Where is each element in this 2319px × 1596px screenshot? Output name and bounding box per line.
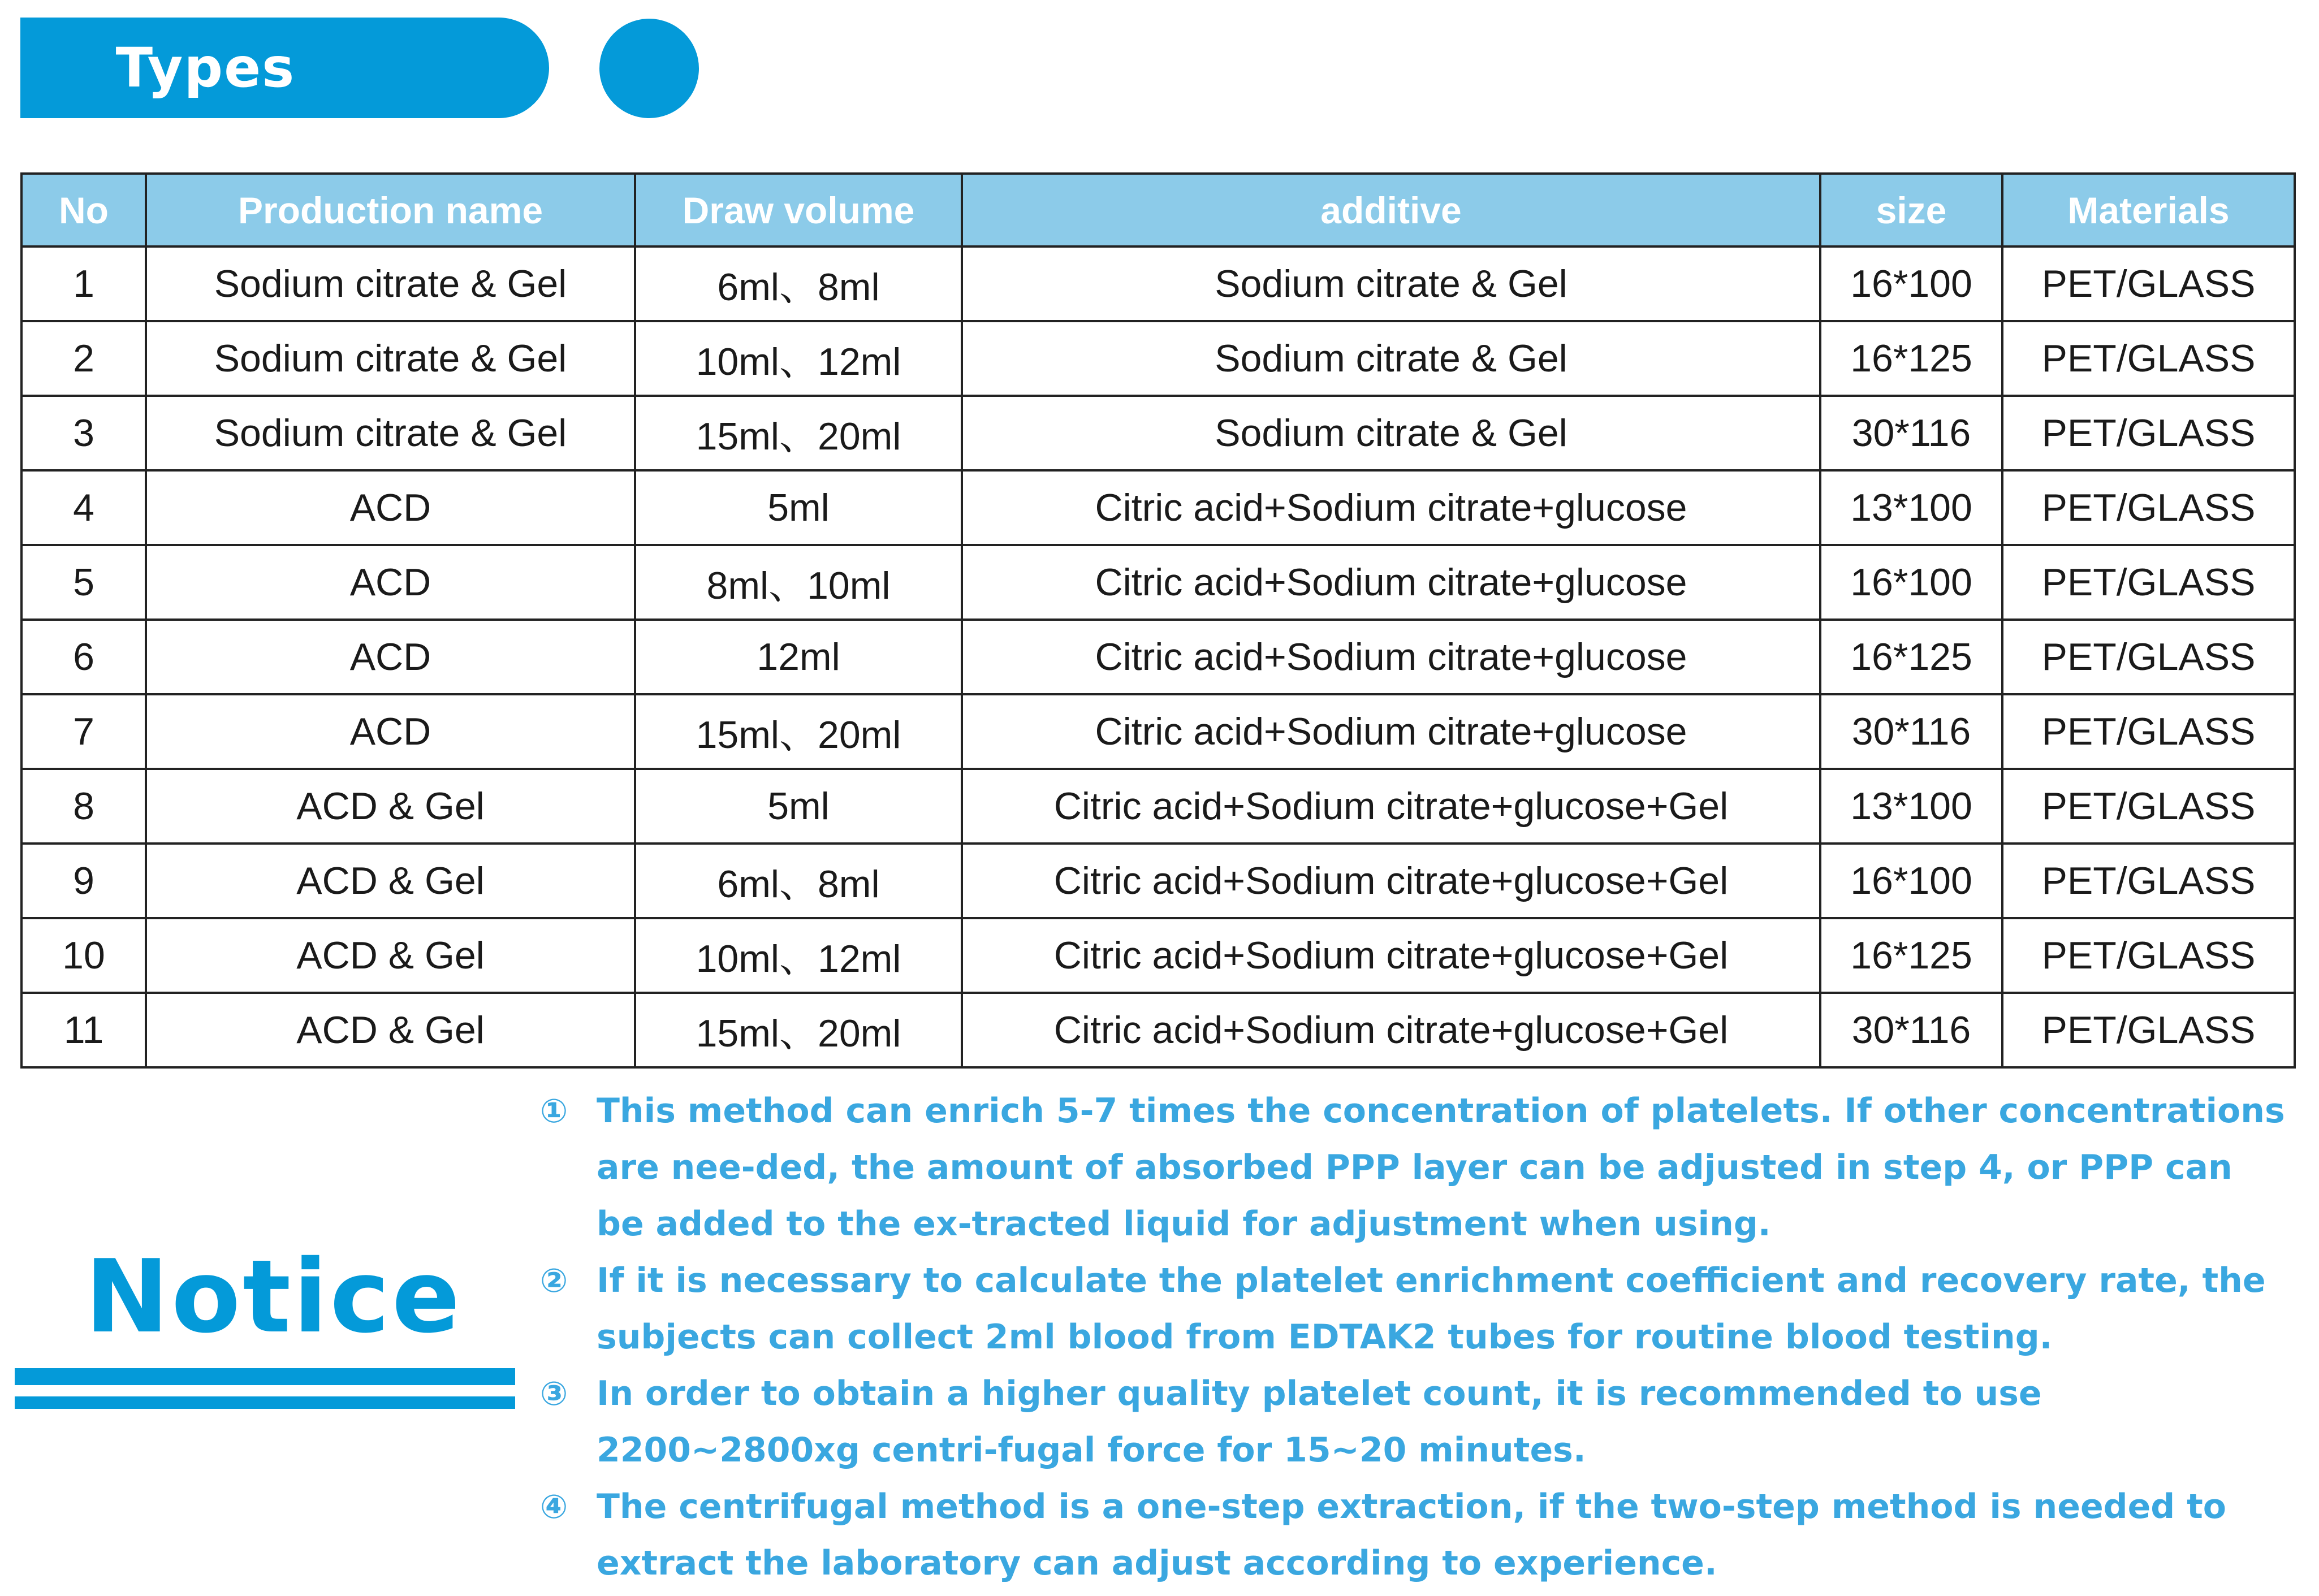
table-cell: ACD [146, 620, 635, 694]
notice-item-text: If it is necessary to calculate the platelet enrichment coefficient and recovery rate, the subjects can collect 2ml blood from EDTAK2 tubes for routine blood testing. [597, 1261, 2266, 1357]
types-table [20, 172, 2296, 1069]
notice-item [540, 1478, 2287, 1591]
decorative-circle [599, 19, 699, 118]
table-cell: 30*116 [1820, 694, 2002, 769]
table-cell: Sodium citrate & Gel [146, 321, 635, 396]
table-cell: 16*125 [1820, 321, 2002, 396]
table-cell: Citric acid+Sodium citrate+glucose [962, 694, 1820, 769]
table-cell: PET/GLASS [2002, 769, 2295, 844]
table-cell: 8ml、10ml [635, 545, 962, 620]
table-cell: 10 [21, 918, 146, 993]
table-cell: PET/GLASS [2002, 545, 2295, 620]
table-cell: 8 [21, 769, 146, 844]
table-cell: 13*100 [1820, 470, 2002, 545]
table-cell: Sodium citrate & Gel [962, 321, 1820, 396]
table-cell: 16*100 [1820, 545, 2002, 620]
notice-item-text: In order to obtain a higher quality platelet count, it is recommended to use 2200~2800xg centri-fugal force for 15~20 minutes. [597, 1374, 2042, 1470]
table-cell: 30*116 [1820, 396, 2002, 470]
table-cell: Citric acid+Sodium citrate+glucose+Gel [962, 918, 1820, 993]
section-title: Types [115, 36, 296, 100]
table-cell: PET/GLASS [2002, 321, 2295, 396]
table-row [21, 321, 2295, 396]
table-row [21, 470, 2295, 545]
table-row [21, 844, 2295, 918]
table-cell: PET/GLASS [2002, 396, 2295, 470]
table-cell: PET/GLASS [2002, 620, 2295, 694]
table-cell: 16*125 [1820, 620, 2002, 694]
table-cell: 7 [21, 694, 146, 769]
table-cell: ACD & Gel [146, 918, 635, 993]
table-cell: ACD & Gel [146, 844, 635, 918]
notice-list [540, 1083, 2287, 1591]
table-cell: 15ml、20ml [635, 993, 962, 1067]
table-body [21, 246, 2295, 1067]
column-header: Materials [2002, 174, 2295, 246]
table-cell: 10ml、12ml [635, 321, 962, 396]
table-cell: 13*100 [1820, 769, 2002, 844]
table-cell: Citric acid+Sodium citrate+glucose+Gel [962, 769, 1820, 844]
table-row [21, 246, 2295, 321]
table-row [21, 396, 2295, 470]
table-cell: Citric acid+Sodium citrate+glucose [962, 470, 1820, 545]
table-row [21, 993, 2295, 1067]
notice-item-text: This method can enrich 5-7 times the concentration of platelets. If other concentrations are nee-ded, the amount of absorbed PPP layer can be adjusted in step 4, or PPP can be added to the ex-tracted liquid for adjustment when using. [597, 1091, 2285, 1244]
table-cell: ACD & Gel [146, 993, 635, 1067]
table-cell: PET/GLASS [2002, 993, 2295, 1067]
table-cell: 2 [21, 321, 146, 396]
notice-item [540, 1083, 2287, 1252]
table-cell: 11 [21, 993, 146, 1067]
column-header: additive [962, 174, 1820, 246]
table-cell: 3 [21, 396, 146, 470]
section-title-pill [20, 18, 549, 118]
table-cell: Sodium citrate & Gel [962, 396, 1820, 470]
notice-item-number: ③ [540, 1374, 568, 1413]
table-cell: 10ml、12ml [635, 918, 962, 993]
notice-underline [15, 1368, 515, 1385]
table-row [21, 620, 2295, 694]
table-cell: PET/GLASS [2002, 918, 2295, 993]
table-cell: 4 [21, 470, 146, 545]
table-cell: PET/GLASS [2002, 694, 2295, 769]
table-cell: ACD [146, 694, 635, 769]
table-cell: 6 [21, 620, 146, 694]
table-cell: Sodium citrate & Gel [146, 396, 635, 470]
notice-title: Notice [85, 1238, 463, 1355]
table-cell: ACD [146, 470, 635, 545]
table-row [21, 769, 2295, 844]
table-cell: Sodium citrate & Gel [962, 246, 1820, 321]
table-row [21, 545, 2295, 620]
table-cell: 1 [21, 246, 146, 321]
notice-item-number: ① [540, 1092, 568, 1130]
column-header: Draw volume [635, 174, 962, 246]
notice-item-number: ② [540, 1261, 568, 1300]
notice-item [540, 1252, 2287, 1365]
table-cell: PET/GLASS [2002, 844, 2295, 918]
table-cell: 5ml [635, 470, 962, 545]
table-cell: Citric acid+Sodium citrate+glucose+Gel [962, 844, 1820, 918]
table-cell: 16*125 [1820, 918, 2002, 993]
table-cell: 9 [21, 844, 146, 918]
table-cell: Citric acid+Sodium citrate+glucose [962, 545, 1820, 620]
table-row [21, 694, 2295, 769]
table-cell: 12ml [635, 620, 962, 694]
table-header-row [21, 174, 2295, 246]
table-cell: 16*100 [1820, 844, 2002, 918]
table-cell: ACD & Gel [146, 769, 635, 844]
table-cell: Citric acid+Sodium citrate+glucose+Gel [962, 993, 1820, 1067]
table-cell: 5 [21, 545, 146, 620]
table-cell: PET/GLASS [2002, 246, 2295, 321]
notice-item-number: ④ [540, 1487, 568, 1526]
table-cell: 16*100 [1820, 246, 2002, 321]
table-cell: PET/GLASS [2002, 470, 2295, 545]
table-row [21, 918, 2295, 993]
column-header: Production name [146, 174, 635, 246]
table-cell: 15ml、20ml [635, 396, 962, 470]
table-cell: ACD [146, 545, 635, 620]
table-cell: 6ml、8ml [635, 246, 962, 321]
table-cell: Sodium citrate & Gel [146, 246, 635, 321]
notice-item [540, 1365, 2287, 1478]
table-cell: 6ml、8ml [635, 844, 962, 918]
notice-underline [15, 1396, 515, 1409]
table-cell: 5ml [635, 769, 962, 844]
table-cell: 30*116 [1820, 993, 2002, 1067]
notice-item-text: The centrifugal method is a one-step extraction, if the two-step method is needed to extract the laboratory can adjust according to experience. [597, 1487, 2227, 1583]
table-cell: 15ml、20ml [635, 694, 962, 769]
column-header: size [1820, 174, 2002, 246]
column-header: No [21, 174, 146, 246]
table-cell: Citric acid+Sodium citrate+glucose [962, 620, 1820, 694]
